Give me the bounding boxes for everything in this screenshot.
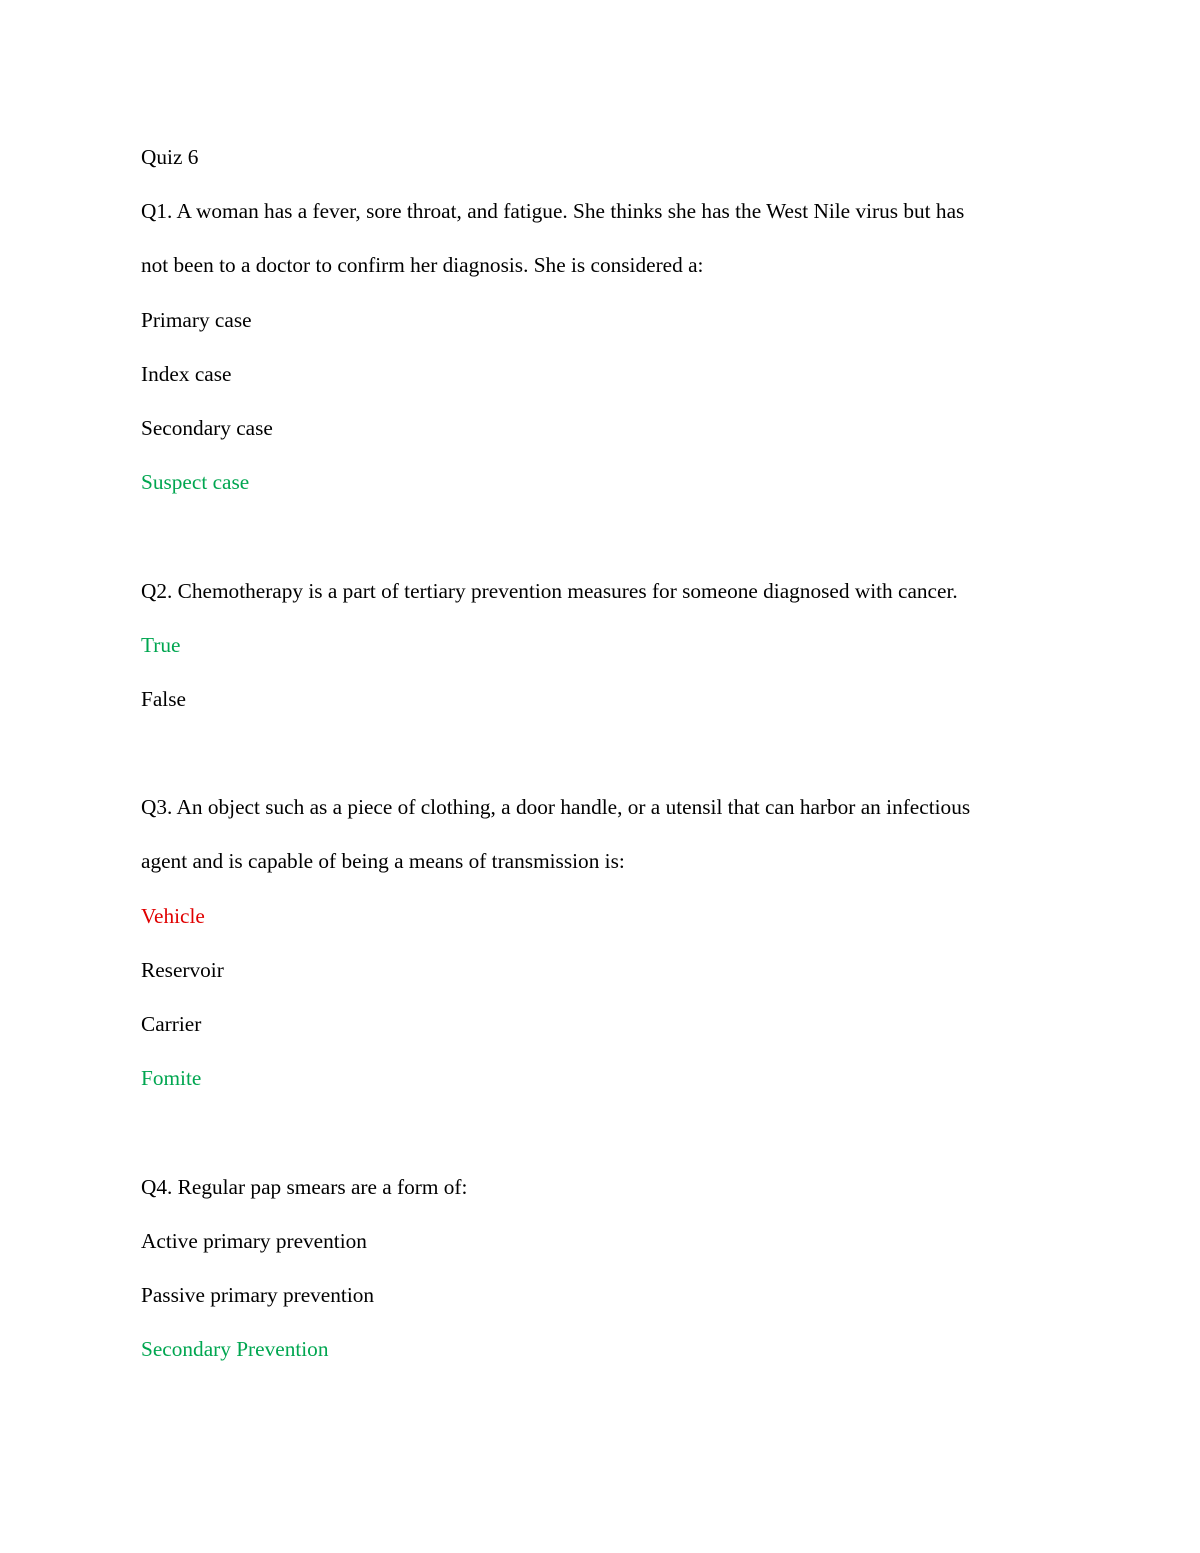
question-2 xyxy=(141,564,1071,727)
answer-option: Reservoir xyxy=(141,957,224,982)
answer-option: Index case xyxy=(141,361,232,386)
question-prompt-line: Q4. Regular pap smears are a form of: xyxy=(141,1174,468,1199)
answer-option: Secondary case xyxy=(141,415,273,440)
document-page xyxy=(141,130,1071,1376)
blank-line xyxy=(141,726,1071,780)
question-prompt-line: Q1. A woman has a fever, sore throat, and fatigue. She thinks she has the West Nile virus but has xyxy=(141,199,965,224)
question-prompt-line: not been to a doctor to confirm her diagnosis. She is considered a: xyxy=(141,253,704,278)
question-prompt-line: agent and is capable of being a means of transmission is: xyxy=(141,849,625,874)
answer-option: False xyxy=(141,686,186,711)
question-prompt-line: Q2. Chemotherapy is a part of tertiary prevention measures for someone diagnosed with cancer. xyxy=(141,578,958,603)
quiz-title: Quiz 6 xyxy=(141,145,199,169)
answer-option-correct: Suspect case xyxy=(141,470,250,495)
blank-line xyxy=(141,1105,1071,1159)
answer-option: Carrier xyxy=(141,1012,202,1036)
answer-option: Active primary prevention xyxy=(141,1228,367,1253)
question-3 xyxy=(141,780,1071,1105)
question-1 xyxy=(141,184,1071,509)
answer-option-correct: Secondary Prevention xyxy=(141,1337,329,1362)
question-4 xyxy=(141,1160,1071,1377)
answer-option-incorrect: Vehicle xyxy=(141,903,205,928)
answer-option-correct: Fomite xyxy=(141,1066,202,1091)
blank-line xyxy=(141,509,1071,563)
question-prompt-line: Q3. An object such as a piece of clothing, a door handle, or a utensil that can harbor an infectious xyxy=(141,795,971,820)
answer-option: Primary case xyxy=(141,307,252,332)
answer-option-correct: True xyxy=(141,632,181,657)
answer-option: Passive primary prevention xyxy=(141,1282,375,1307)
